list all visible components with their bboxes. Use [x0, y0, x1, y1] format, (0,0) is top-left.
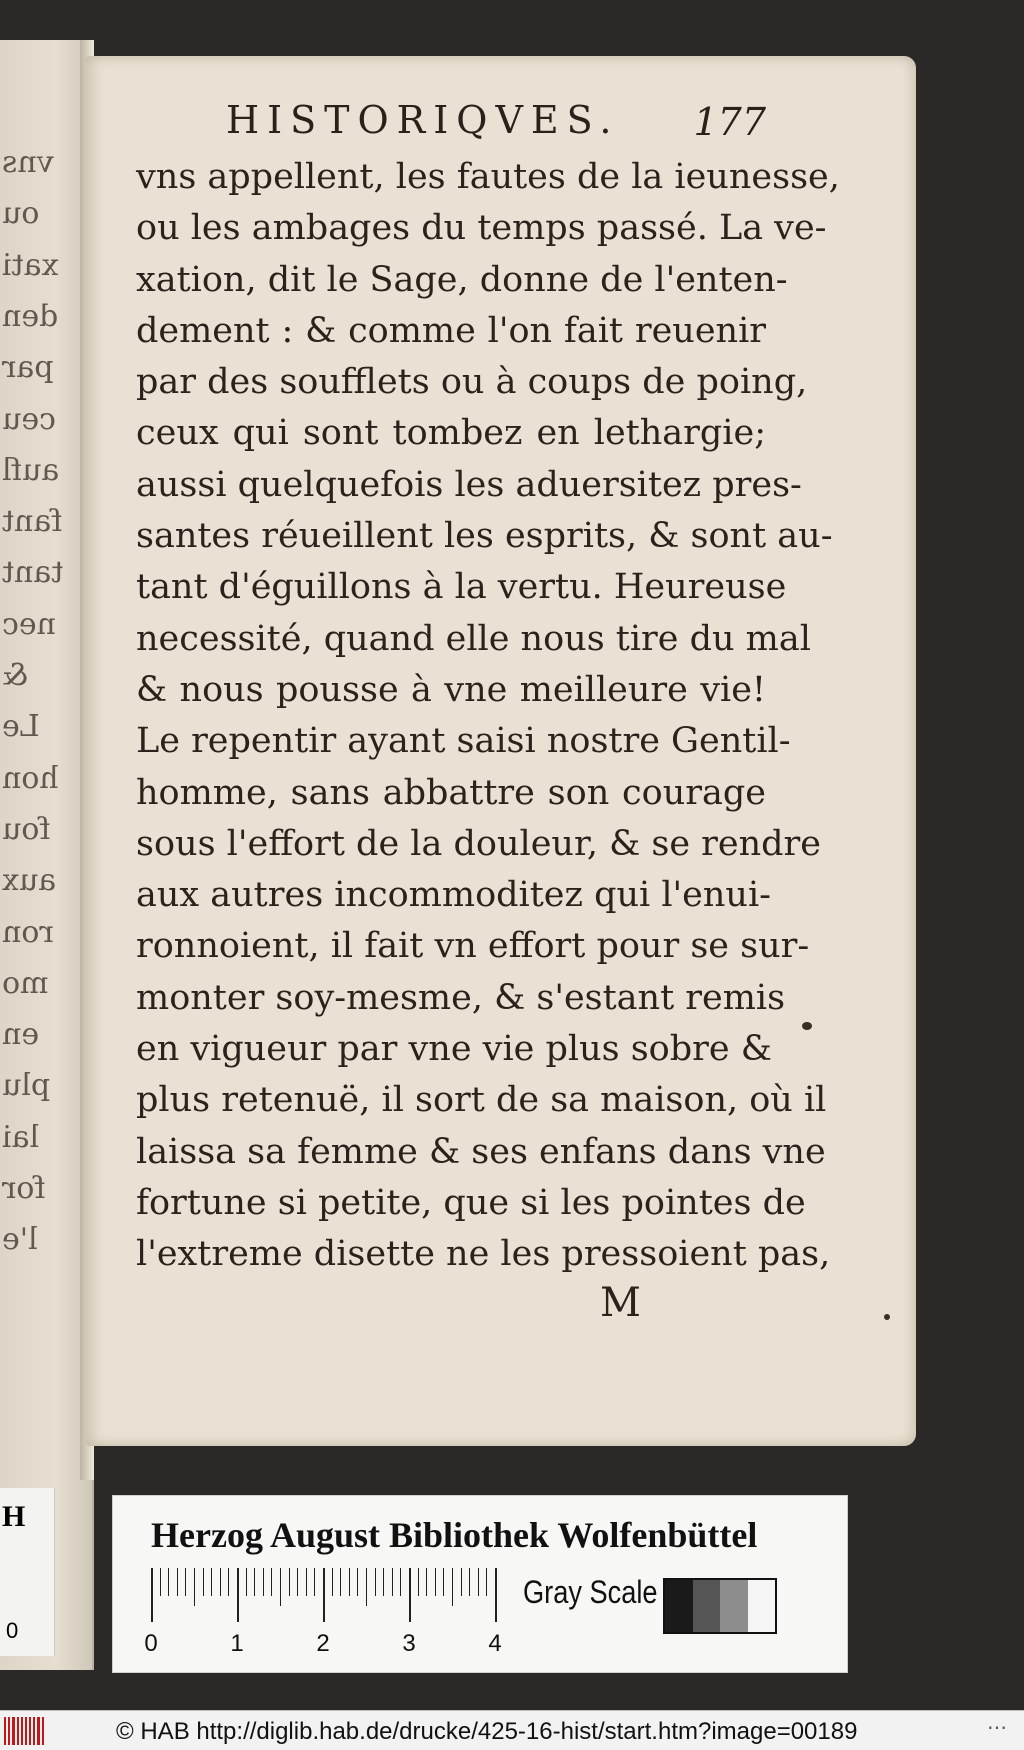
gray-swatch — [748, 1580, 776, 1632]
previous-page-fragment: l'e — [2, 1222, 38, 1258]
text-line: plus retenuë, il sort de sa maison, où il — [136, 1080, 827, 1121]
previous-page-fragment: lai — [2, 1119, 40, 1155]
previous-page-fragment: fou — [2, 811, 51, 847]
ruler-tick — [452, 1568, 453, 1606]
previous-page-fragment: Le — [2, 709, 40, 745]
text-line: ronnoient, il fait vn effort pour se sur- — [136, 926, 810, 967]
ruler-tick — [495, 1568, 497, 1622]
ruler-tick — [469, 1568, 470, 1596]
ruler-number: 1 — [230, 1630, 244, 1657]
ruler-number: 0 — [144, 1630, 158, 1657]
color-reference-card — [112, 1495, 848, 1673]
ruler-tick — [306, 1568, 307, 1596]
ruler-tick — [357, 1568, 358, 1596]
ruler-tick — [211, 1568, 212, 1596]
ruler-tick — [254, 1568, 255, 1596]
page-header — [226, 98, 766, 148]
previous-page-fragment: aufl — [2, 452, 60, 488]
previous-page-fragment: & — [2, 658, 29, 693]
ruler-tick — [177, 1568, 178, 1596]
ink-spot — [884, 1314, 890, 1320]
gray-scale-label: Gray Scale — [523, 1574, 658, 1610]
ruler-tick — [297, 1568, 298, 1596]
text-line: sous l'effort de la douleur, & se rendre — [136, 823, 821, 864]
ruler-tick — [185, 1568, 186, 1596]
ruler-tick — [203, 1568, 204, 1596]
gray-swatch — [693, 1580, 721, 1632]
text-line: & nous pousse à vne meilleure vie! — [136, 669, 766, 710]
gray-swatch — [720, 1580, 748, 1632]
ruler-tick — [375, 1568, 376, 1596]
previous-page-fragment: hon — [2, 760, 59, 796]
ruler-tick — [478, 1568, 479, 1596]
previous-page-fragment: en — [2, 1017, 40, 1053]
ruler-tick — [246, 1568, 247, 1596]
running-head: HISTORIQVES. — [226, 98, 620, 142]
ruler-tick — [418, 1568, 419, 1596]
gray-swatch — [665, 1580, 693, 1632]
previous-page-fragment: ron — [2, 914, 54, 950]
ruler-tick — [151, 1568, 153, 1622]
text-line: santes réueillent les esprits, & sont au- — [136, 516, 833, 557]
text-line: aussi quelquefois les aduersitez pres- — [136, 464, 802, 505]
text-line: en vigueur par vne vie plus sobre & — [136, 1029, 772, 1070]
text-line: aux autres incommoditez qui l'enui- — [136, 875, 771, 916]
ruler-number: 3 — [402, 1630, 416, 1657]
ruler-tick — [435, 1568, 436, 1596]
text-line: ceux qui sont tombez en lethargie; — [136, 413, 766, 454]
previous-page-fragment: for — [2, 1171, 46, 1206]
ruler-tick — [160, 1568, 161, 1596]
page-number: 177 — [693, 100, 766, 144]
copyright-url[interactable]: © HAB http://diglib.hab.de/drucke/425-16-hist/start.htm?image=00189 — [116, 1718, 858, 1745]
ruler-tick — [400, 1568, 401, 1596]
previous-page-fragment: vns — [2, 145, 54, 180]
previous-page-fragment: par — [2, 350, 54, 386]
text-line: xation, dit le Sage, donne de l'enten- — [136, 259, 788, 300]
ruler-tick — [314, 1568, 315, 1596]
signature-mark: M — [600, 1280, 641, 1326]
text-line: homme, sans abbattre son courage — [136, 772, 766, 813]
ruler-tick — [392, 1568, 393, 1596]
more-icon[interactable]: ⋯ — [987, 1717, 1008, 1739]
text-line: l'extreme disette ne les pressoient pas, — [136, 1234, 831, 1275]
text-line: laissa sa femme & ses enfans dans vne — [136, 1131, 826, 1172]
previous-page-fragment: nec — [2, 606, 56, 642]
ruler-tick — [323, 1568, 325, 1622]
ruler-tick — [271, 1568, 272, 1596]
previous-page-fragment: fant — [2, 504, 63, 540]
ruler-tick — [383, 1568, 384, 1596]
ruler-tick — [237, 1568, 239, 1622]
ruler-tick — [332, 1568, 333, 1596]
ruler-number: 4 — [488, 1630, 502, 1657]
ruler-tick — [289, 1568, 290, 1596]
barcode-icon — [4, 1717, 44, 1745]
previous-page-fragment: tant — [2, 555, 64, 591]
text-line: par des soufflets ou à coups de poing, — [136, 362, 808, 403]
ruler-tick — [486, 1568, 487, 1596]
text-line: fortune si petite, que si les pointes de — [136, 1182, 806, 1223]
ruler-number: 2 — [316, 1630, 330, 1657]
ruler-tick — [443, 1568, 444, 1596]
ruler-tick — [228, 1568, 229, 1596]
text-line: necessité, quand elle nous tire du mal — [136, 618, 811, 659]
ruler-tick — [409, 1568, 411, 1622]
ink-spot — [802, 1022, 812, 1030]
library-name: Herzog August Bibliothek Wolfenbüttel — [151, 1515, 758, 1555]
status-bar — [0, 1710, 1024, 1750]
text-line: monter soy-mesme, & s'estant remis — [136, 977, 786, 1018]
text-line: dement : & comme l'on fait reuenir — [136, 310, 766, 351]
ruler-tick — [349, 1568, 350, 1596]
ruler-tick — [280, 1568, 281, 1606]
text-line: vns appellent, les fautes de la ieunesse, — [136, 157, 840, 197]
ruler-tick — [366, 1568, 367, 1606]
previous-page-fragment: ou — [2, 196, 40, 232]
gray-scale-swatch — [663, 1578, 777, 1634]
previous-card-letter: H — [2, 1500, 26, 1533]
text-line: tant d'éguillons à la vertu. Heureuse — [136, 567, 787, 608]
ruler-tick — [461, 1568, 462, 1596]
previous-color-card — [0, 1488, 55, 1656]
text-line: Le repentir ayant saisi nostre Gentil- — [136, 721, 791, 762]
ruler-tick — [220, 1568, 221, 1596]
previous-page-fragment: mo — [2, 965, 49, 1001]
previous-card-number: 0 — [6, 1618, 19, 1643]
previous-page-fragment: xati — [2, 247, 59, 283]
previous-page-fragment: den — [2, 298, 59, 334]
ruler-tick — [168, 1568, 169, 1596]
previous-page-fragment: plu — [2, 1068, 51, 1104]
previous-page-fragment: ceu — [2, 401, 56, 437]
ruler-tick — [263, 1568, 264, 1596]
previous-page-fragment: aux — [2, 863, 57, 899]
ruler-tick — [194, 1568, 195, 1606]
ruler-tick — [426, 1568, 427, 1596]
ruler-tick — [340, 1568, 341, 1596]
text-line: ou les ambages du temps passé. La ve- — [136, 208, 827, 249]
measurement-ruler — [144, 1568, 502, 1658]
page-text — [136, 152, 840, 1281]
